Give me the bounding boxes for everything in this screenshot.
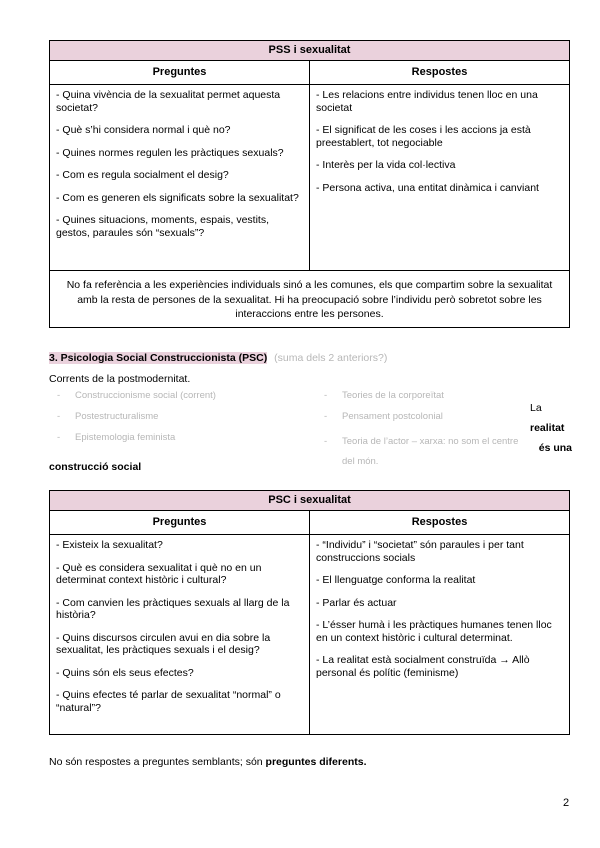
list-item: - Epistemologia feminista (57, 432, 176, 443)
question-item: - Quins efectes té parlar de sexualitat “normal” o “natural”? (56, 689, 281, 714)
question-item: - Com canvien les pràctiques sexuals al llarg de la història? (56, 596, 290, 621)
psc-answers-header: Respostes (310, 511, 570, 535)
footer-text: No són respostes a preguntes semblants; són preguntes diferents. (49, 756, 367, 768)
question-item: - Quines situacions, moments, espais, vestits, gestos, paraules són “sexuals”? (56, 214, 269, 239)
pss-note: No fa referència a les experiències individuals sinó a les comunes, els que compartim sobre la sexualitat amb la resta de persones de la sexualitat. Hi ha preocupació sobre l’individu però sobretot sobre les interaccions entre les persones. (50, 271, 570, 328)
answer-item: - El significat de les coses i les accions ja està preestablert, tot negociable (316, 124, 531, 149)
answer-item: - Les relacions entre individus tenen lloc en una societat (316, 89, 538, 114)
section-title: 3. Psicologia Social Construccionista (PSC) (49, 352, 268, 364)
question-item: - Quins són els seus efectes? (56, 666, 194, 679)
section-intro: Corrents de la postmodernitat. (49, 373, 191, 385)
answer-item: - El llenguatge conforma la realitat (316, 574, 476, 586)
answer-item: - Parlar és actuar (316, 596, 397, 609)
question-item: - Quina vivència de la sexualitat permet aquesta societat? (56, 89, 281, 114)
answer-item: - La realitat està socialment construïda → Allò personal és polític (feminisme) (316, 654, 530, 679)
question-item: - Quines normes regulen les pràctiques sexuals? (56, 146, 284, 159)
side-note: La realitat és una (530, 402, 572, 454)
answer-item: - Interès per la vida col·lectiva (316, 159, 456, 171)
pss-questions-header: Preguntes (50, 61, 310, 85)
list-item: - Pensament postcolonial (324, 411, 443, 422)
pss-questions-cell (50, 85, 310, 271)
question-item: - Com es regula socialment el desig? (56, 169, 229, 181)
question-item: - Com es generen els significats sobre la sexualitat? (56, 191, 299, 204)
currents-list-right (316, 390, 528, 467)
answer-item: - “Individu” i “societat” són paraules i per tant construccions socials (316, 539, 524, 564)
page-number: 2 (563, 797, 570, 809)
section-subtitle: (suma dels 2 anteriors?) (274, 352, 388, 364)
pss-table (49, 40, 570, 328)
question-item: - Què s’hi considera normal i què no? (56, 124, 231, 136)
pss-table-title: PSS i sexualitat (50, 41, 570, 61)
section-heading (49, 352, 387, 364)
psc-table-title: PSC i sexualitat (50, 491, 570, 511)
question-item: - Quins discursos circulen avui en dia sobre la sexualitat, les pràctiques sexuals i el desig? (56, 631, 271, 656)
psc-questions-header: Preguntes (50, 511, 310, 535)
list-item: - Teories de la corporeïtat (324, 390, 444, 401)
list-item: - Teoria de l’actor – xarxa: no som el centre del món. (324, 436, 519, 467)
question-item: - Què es considera sexualitat i què no en un determinat context històric i cultural? (56, 561, 262, 586)
pss-answers-cell (310, 85, 570, 271)
question-item: - Existeix la sexualitat? (56, 539, 163, 551)
pss-answers-header: Respostes (310, 61, 570, 85)
list-item: - Postestructuralisme (57, 411, 159, 422)
psc-table (49, 490, 570, 735)
psc-questions-cell (50, 535, 310, 735)
answer-item: - Persona activa, una entitat dinàmica i canviant (316, 181, 539, 194)
answer-item: - L’ésser humà i les pràctiques humanes tenen lloc en un context històric i cultural determinat. (316, 619, 552, 644)
conclusion-text: construcció social (49, 461, 142, 473)
currents-list-left (49, 390, 289, 453)
list-item: - Construccionisme social (corrent) (57, 390, 216, 401)
psc-answers-cell (310, 535, 570, 735)
